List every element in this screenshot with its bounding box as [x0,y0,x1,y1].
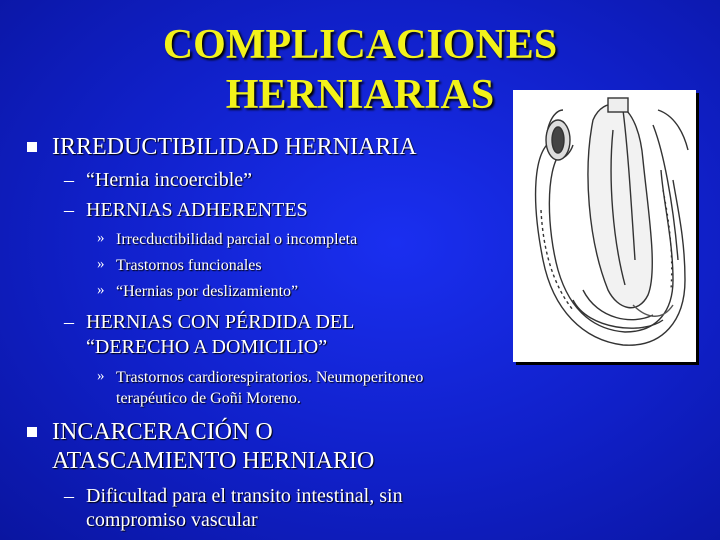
sub-hernia-incoercible: “Hernia incoercible” [86,169,253,191]
subsub-hernias-deslizamiento: “Hernias por deslizamiento” [116,283,299,300]
sub-dash: – [64,199,74,221]
sub-dash: – [64,311,74,333]
slide-title-line2: HERNIARIAS [225,72,495,118]
sub-dash: – [64,485,74,507]
bullet-square [27,427,37,437]
subsub-marker: » [97,282,105,298]
slide-title-line1: COMPLICACIONES [162,22,558,68]
subsub-trastornos-cardio-line2: terapéutico de Goñi Moreno. [116,390,301,407]
hernia-drawing [513,90,696,362]
sub-hernias-adherentes: HERNIAS ADHERENTES [86,199,308,221]
sub-perdida-line2: “DERECHO A DOMICILIO” [86,336,328,358]
subsub-marker: » [97,230,105,246]
hernia-illustration-icon [513,90,696,362]
sub-dificultad-line1: Dificultad para el transito intestinal, sin [86,485,403,507]
bullet-irreductibilidad: IRREDUCTIBILIDAD HERNIARIA [52,134,417,160]
bullet-incarceracion-line1: INCARCERACIÓN O [52,419,273,445]
subsub-irreductibilidad-parcial: Irrecductibilidad parcial o incompleta [116,231,358,248]
bullet-incarceracion-line2: ATASCAMIENTO HERNIARIO [52,448,375,474]
sub-dificultad-line2: compromiso vascular [86,509,258,531]
subsub-marker: » [97,256,105,272]
subsub-marker: » [97,368,105,384]
subsub-trastornos-funcionales: Trastornos funcionales [116,257,262,274]
subsub-trastornos-cardio-line1: Trastornos cardiorespiratorios. Neumoperitoneo [116,369,424,386]
sub-dash: – [64,169,74,191]
sub-perdida-line1: HERNIAS CON PÉRDIDA DEL [86,311,355,333]
bullet-square [27,142,37,152]
